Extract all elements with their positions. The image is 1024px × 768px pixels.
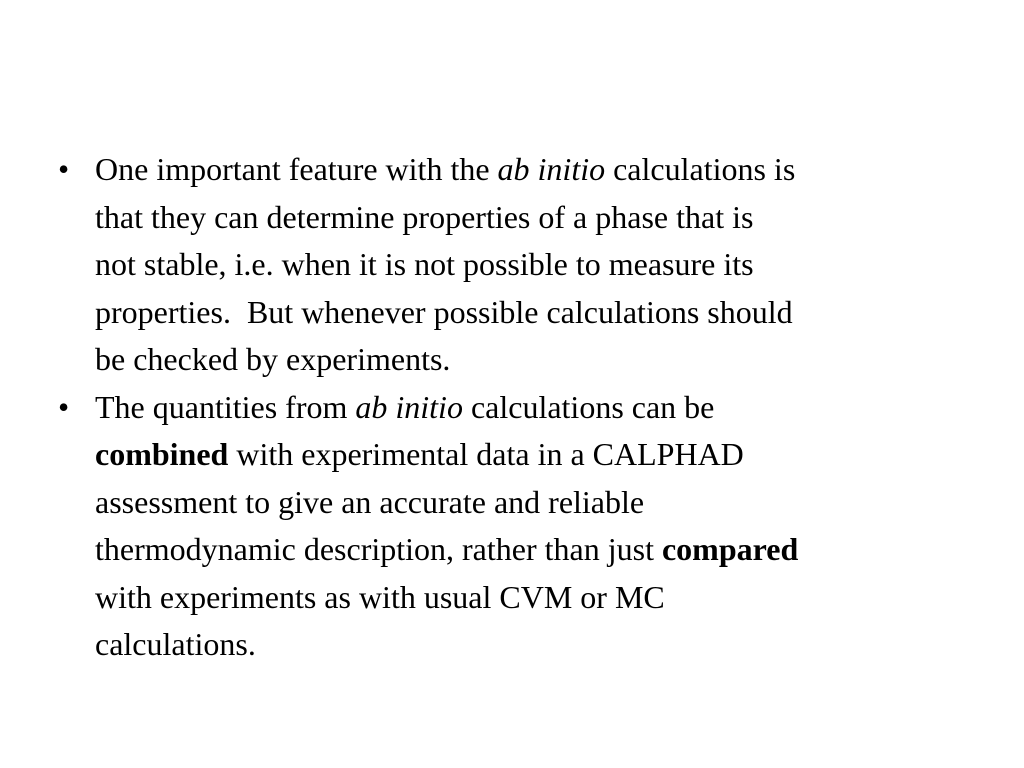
bullet-list: [58, 146, 978, 669]
bullet-text: [95, 384, 978, 669]
bullet-item: [58, 146, 978, 384]
bold-term: compared: [661, 531, 799, 567]
text-run: with experimental data in a CALPHAD: [228, 436, 744, 472]
bullet-marker: •: [58, 388, 70, 425]
text-line: [95, 384, 978, 432]
text-run: calculations.: [95, 626, 256, 662]
italic-term: ab initio: [497, 151, 606, 187]
bullet-item: [58, 384, 978, 669]
text-line: [95, 479, 978, 527]
text-line: [95, 336, 978, 384]
text-run: assessment to give an accurate and reliable: [95, 483, 645, 520]
text-run: properties. But whenever possible calculations should: [95, 293, 793, 330]
text-run: thermodynamic description, rather than just: [95, 531, 662, 567]
bold-term: combined: [95, 436, 229, 472]
text-run: with experiments as with usual CVM or MC: [95, 578, 665, 615]
bullet-text: [95, 146, 978, 384]
text-line: [95, 146, 978, 194]
text-run: be checked by experiments.: [95, 341, 451, 377]
text-line: [95, 241, 978, 289]
text-run: One important feature with the: [95, 151, 498, 187]
text-run: The quantities from: [95, 388, 356, 425]
text-line: [95, 431, 978, 479]
text-line: [95, 289, 978, 337]
bullet-marker: •: [58, 151, 70, 187]
text-run: calculations can be: [462, 388, 715, 425]
text-line: [95, 194, 978, 242]
text-run: that they can determine properties of a phase that is: [95, 198, 754, 235]
italic-term: ab initio: [355, 388, 463, 425]
text-run: calculations is: [605, 151, 796, 187]
text-line: [95, 574, 978, 622]
text-line: [95, 621, 978, 669]
text-line: [95, 526, 978, 574]
text-run: not stable, i.e. when it is not possible to measure its: [95, 246, 754, 282]
